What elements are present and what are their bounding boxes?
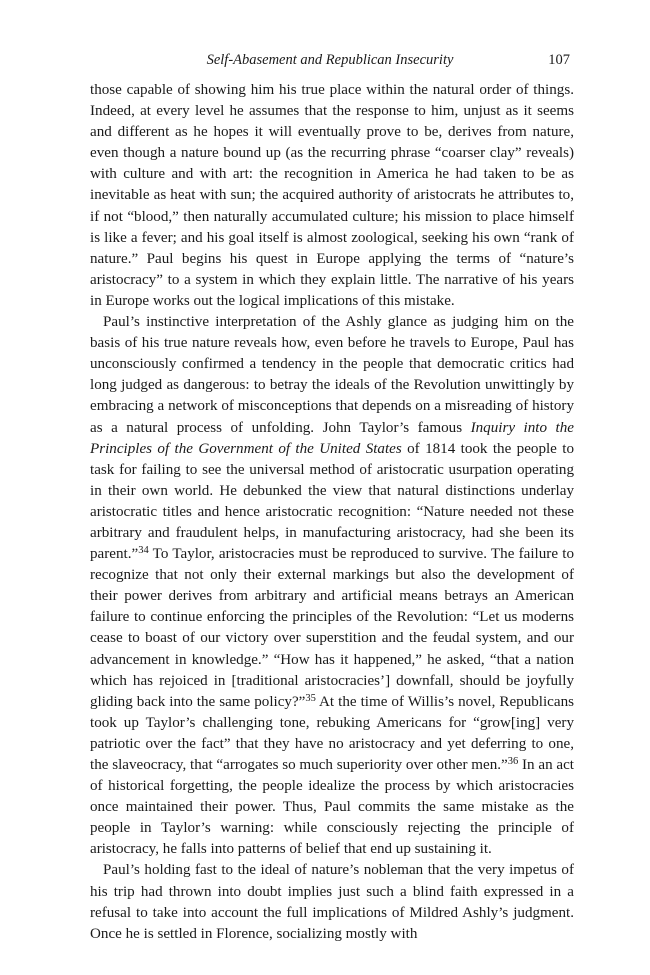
- running-title: Self-Abasement and Republican Insecurity: [206, 52, 454, 68]
- page-number: 107: [548, 52, 570, 68]
- text-run: of 1814 took the people to task for failing to see the universal method of aristocratic usurpation operating in their own world. He debunked the view that natural distinctions underlay aristocratic titles and hence aristocratic recognition: “Nature needed not these arbitrary and fraudulent helps, in manufacturing aristocracy, had she been its parent.”: [90, 440, 574, 563]
- body-text: [90, 80, 574, 945]
- text-run: In an act of historical forgetting, the people idealize the process by which aristocracies once maintained their power. Thus, Paul commits the same mistake as the people in Taylor’s warning: while consciously rejecting the principle of aristocracy, he falls into patterns of belief that end up sustaining it.: [90, 757, 574, 858]
- footnote-ref: 35: [305, 692, 316, 704]
- text-run: Paul’s instinctive interpretation of the Ashly glance as judging him on the basis of his true nature reveals how, even before he travels to Europe, Paul has unconsciously confirmed a tendency in the people that democratic critics had long judged as dangerous: to betray the ideals of the Revolution unwittingly by embracing a network of misconceptions that depends on a misreading of history as a natural process of unfolding. John Taylor’s famous: [90, 314, 574, 436]
- paragraph: [90, 80, 574, 312]
- text-run: Paul’s holding fast to the ideal of nature’s nobleman that the very impetus of his trip had thrown into doubt implies just such a blind faith expressed in a refusal to take into account the full implications of Mildred Ashly’s judgment. Once he is settled in Florence, socializing mostly with: [90, 862, 574, 942]
- text-run: those capable of showing him his true place within the natural order of things. Indeed, at every level he assumes that the response to him, unjust as it seems and different as he hopes it will eventually prove to be, derives from nature, even though a nature bound up (as the recurring phrase “coarser clay” reveals) with culture and with art: the recognition in America he had taken to be as inevitable as heat with sun; the acquired authority of aristocrats he attributes to, if not “blood,” then naturally accumulated culture; his mission to place himself is like a fever; and his goal itself is almost zoological, seeking his own “rank of nature.” Paul begins his quest in Europe applying the terms of “nature’s aristocracy” to a system in which they explain little. The narrative of his years in Europe works out the logical implications of this mistake.: [90, 82, 574, 309]
- paragraph: [90, 312, 574, 860]
- italic-title: Inquiry into the Principles of the Government of the United States: [90, 419, 574, 457]
- footnote-ref: 36: [507, 756, 519, 767]
- text-run: At the time of Willis’s novel, Republicans took up Taylor’s challenging tone, rebuking Americans for “grow[ing] very patriotic over the fact” that they have no aristocracy and yet deferring to one, the slaveocracy, that “arrogates so much superiority over other men.”: [90, 693, 575, 773]
- paragraph: [90, 860, 574, 944]
- running-head: [90, 50, 570, 70]
- footnote-ref: 34: [138, 545, 149, 557]
- text-run: To Taylor, aristocracies must be reproduced to survive. The failure to recognize that not only their external markings but also the development of their power derives from arbitrary and artificial means betrays an American failure to continue enforcing the principles of the Revolution: “Let us moderns cease to boast of our victory over superstition and the feudal system, and our advancement in knowledge.” “How has it happened,” he asked, “that a nation which has rejoiced in [traditional aristocracies’] downfall, should be joyfully gliding back into the same policy?”: [90, 546, 574, 710]
